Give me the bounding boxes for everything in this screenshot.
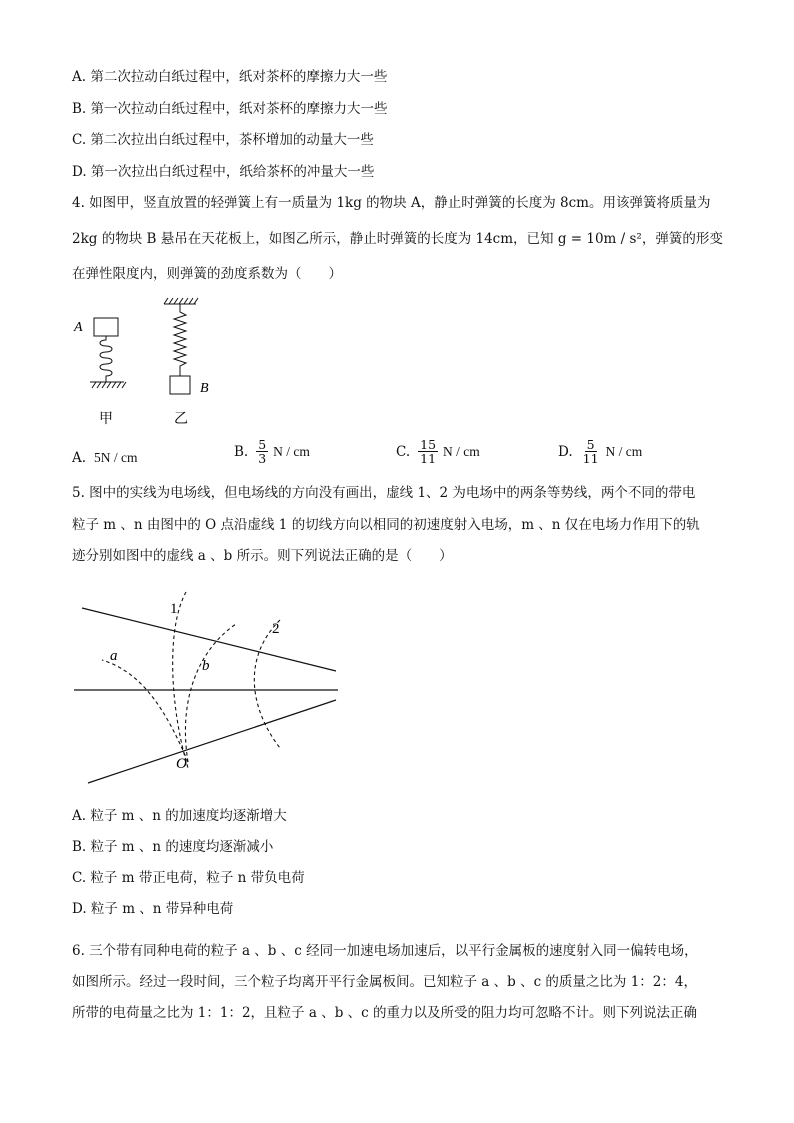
q3-option-c: C. 第二次拉出白纸过程中，茶杯增加的动量大一些 <box>72 132 374 148</box>
caption-jia: 甲 <box>99 412 113 427</box>
ceiling-hatch <box>164 298 198 304</box>
q4-stem-line-1: 4. 如图甲，竖直放置的轻弹簧上有一质量为 1kg 的物块 A，静止时弹簧的长度为 8cm。用该弹簧将质量为 <box>72 195 711 211</box>
q5-field-figure <box>60 580 360 790</box>
block-b <box>170 376 190 394</box>
q4-option-d-denominator: 11 <box>582 451 599 466</box>
label-o: O <box>176 756 187 772</box>
q3-option-b: B. 第一次拉动白纸过程中，纸对茶杯的摩擦力大一些 <box>72 101 388 117</box>
q4-option-c <box>396 438 480 465</box>
q4-option-c-numerator: 15 <box>420 437 437 452</box>
label-2: 2 <box>272 621 280 637</box>
figure-jia <box>90 318 126 388</box>
q5-stem-line-3: 迹分别如图中的虚线 a 、b 所示。则下列说法正确的是（ ） <box>72 548 453 564</box>
q4-option-b-prefix: B. <box>234 443 249 460</box>
q4-options <box>72 437 732 478</box>
q4-option-d-numerator: 5 <box>586 437 595 452</box>
q4-option-c-fraction <box>418 438 438 465</box>
label-1: 1 <box>170 601 178 617</box>
spring-zigzag-yi <box>174 304 186 376</box>
q4-option-d-fraction <box>581 438 601 465</box>
q4-stem-line-2: 2kg 的物块 B 悬吊在天花板上，如图乙所示，静止时弹簧的长度为 14cm，已知 g = 10m / s²，弹簧的形变 <box>72 231 723 247</box>
q4-option-c-prefix: C. <box>396 443 411 460</box>
q4-stem-line-3: 在弹性限度内，则弹簧的劲度系数为（ ） <box>72 266 342 282</box>
q5-option-a: A. 粒子 m 、n 的加速度均逐渐增大 <box>72 808 287 824</box>
block-a <box>94 318 118 336</box>
caption-yi: 乙 <box>174 412 188 427</box>
q5-stem-line-2: 粒子 m 、n 由图中的 O 点沿虚线 1 的切线方向以相同的初速度射入电场，m 、n 仅在电场力作用下的轨 <box>72 517 700 533</box>
q4-option-b-numerator: 5 <box>258 437 267 452</box>
figure-yi <box>164 298 198 394</box>
q4-option-b-fraction <box>256 438 268 465</box>
label-a: A <box>74 320 83 335</box>
q4-option-d-prefix: D. <box>558 443 573 460</box>
label-a: a <box>110 648 118 664</box>
q5-stem-line-1: 5. 图中的实线为电场线，但电场线的方向没有画出，虚线 1、2 为电场中的两条等势线，两个不同的带电 <box>72 485 696 501</box>
q4-option-d <box>558 438 642 465</box>
q4-option-c-denominator: 11 <box>420 451 437 466</box>
q3-option-d: D. 第一次拉出白纸过程中，纸给茶杯的冲量大一些 <box>72 164 375 180</box>
field-line-bottom <box>88 700 336 783</box>
q4-option-b-unit: N / cm <box>273 443 310 459</box>
q4-option-a-value: 5N / cm <box>94 450 138 465</box>
q5-option-b: B. 粒子 m 、n 的速度均逐渐减小 <box>72 839 274 855</box>
spring-coil-jia <box>100 336 112 382</box>
equipotential-line-2 <box>254 620 280 748</box>
label-b: b <box>202 658 210 674</box>
q6-stem-line-3: 所带的电荷量之比为 1：1：2，且粒子 a 、b 、c 的重力以及所受的阻力均可忽略不计。则下列说法正确 <box>72 1005 697 1021</box>
field-lines <box>74 608 338 783</box>
q5-option-c: C. 粒子 m 带正电荷，粒子 n 带负电荷 <box>72 870 305 886</box>
q4-option-b <box>234 438 310 465</box>
ground-hatch <box>92 382 126 388</box>
q4-spring-figure <box>68 294 228 434</box>
q4-option-a <box>72 450 138 466</box>
q4-option-c-unit: N / cm <box>443 443 480 459</box>
dashed-curves <box>102 592 280 768</box>
q3-option-a: A. 第二次拉动白纸过程中，纸对茶杯的摩擦力大一些 <box>72 69 388 85</box>
q6-stem-line-1: 6. 三个带有同种电荷的粒子 a 、b 、c 经同一加速电场加速后，以平行金属板的速度射入同一偏转电场， <box>72 943 698 959</box>
q5-option-d: D. 粒子 m 、n 带异种电荷 <box>72 901 234 917</box>
trajectory-a <box>102 660 188 762</box>
q4-option-b-denominator: 3 <box>258 451 267 466</box>
q6-stem-line-2: 如图所示。经过一段时间，三个粒子均离开平行金属板间。已知粒子 a 、b 、c 的质量之比为 1：2：4， <box>72 974 697 990</box>
label-b: B <box>200 381 209 396</box>
q4-option-a-prefix: A. <box>72 450 87 466</box>
q4-option-d-unit: N / cm <box>605 443 643 459</box>
